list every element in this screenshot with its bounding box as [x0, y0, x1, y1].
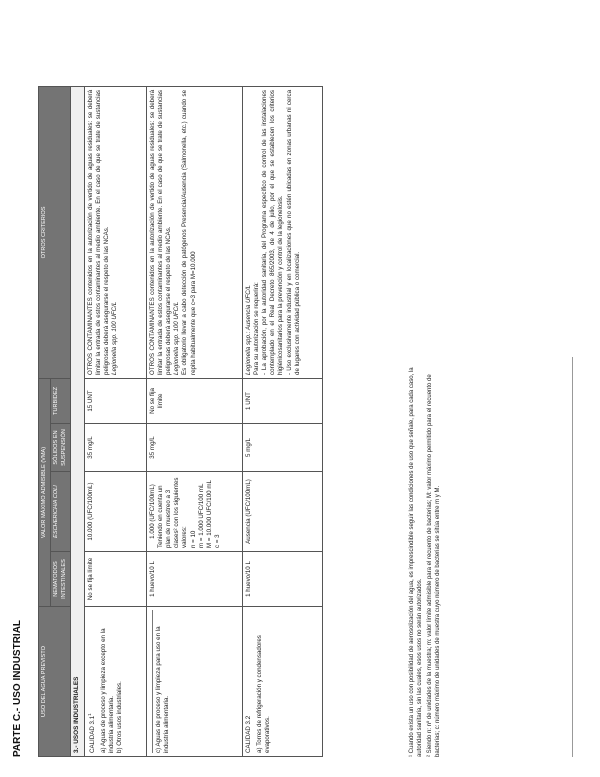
nematodos-cell: No se fija límite [84, 552, 146, 607]
escherichia-value: 1.000 (UFC/100mL) [148, 484, 156, 539]
header-nematodos: NEMATODOS INTESTINALES [51, 552, 71, 607]
header-turbidez: TURBIDEZ [51, 378, 71, 423]
nematodos-cell: 1 huevo/10 L [146, 552, 242, 607]
uso-cell [84, 607, 146, 757]
otros-text: Es obligatorio llevar a cabo detección de patógenos Presencia/Ausencia (Salmonella, etc.) cuando se repita habitualmente que c=3 para M=10.000 [181, 89, 197, 375]
otros-text: - Uso exclusivamente industrial y en localizaciones que no estén ubicadas en zonas urbanas ni cerca de lugares con actividad pública o comercial. [285, 89, 301, 375]
calidad-label: CALIDAD 3.2 [244, 715, 252, 753]
footnote-1: ¹ Cuando exista un uso con posibilidad de aerosolización del agua, es imprescindible seguir las condiciones de uso que señale, para cada caso, la autoridad sanitaria, sin las cuales, esos usos no serán autorizados. [409, 367, 424, 757]
uso-cell [146, 607, 242, 757]
escherichia-cell [146, 472, 242, 552]
header-vma: VALOR MÁXIMO ADMISIBLE (VMA) [39, 378, 51, 606]
otros-text: Legionella spp.: Ausencia UFC/L [244, 285, 252, 375]
table-row [146, 86, 242, 756]
calidad-label: CALIDAD $3.1^1$ [86, 713, 96, 753]
turbidez-cell: No se fija límite [146, 378, 242, 423]
row-divider [152, 610, 153, 753]
nematodos-cell: 1 huevo/10 L [242, 552, 322, 607]
header-otros: OTROS CRITERIOS [39, 86, 71, 378]
table-row [242, 86, 322, 756]
footer-divider [572, 357, 573, 757]
header-solidos: SÓLIDOS EN SUSPENSIÓN [51, 424, 71, 472]
part-title: PARTE C.- USO INDUSTRIAL [12, 619, 23, 757]
otros-cell [242, 86, 322, 378]
footnote-2: ² Siendo n: nº de unidades de la muestra; m: valor límite admisible para el recuento de bacterias; M: valor máximo permitido para el recuento de bacterias; c: número máximo de unidades de muestra cuyo número de bacterias se sitúa entre m y M. [426, 374, 442, 757]
solidos-cell: 5 mg/L [242, 424, 322, 472]
escherichia-cell: 10.000 (UFC/100mL) [84, 472, 146, 552]
otros-text: OTROS CONTAMINANTES contenidos en la autorización de vertido de aguas residuales: se deberá limitar la entrada de estos contaminantes al medio ambiente. En el caso de que se trate de sustancias peligrosas deberá asegurarse el respeto de las NCAs. [86, 89, 110, 375]
use-item: a) Aguas de proceso y limpieza excepto en la industria alimentaria. [99, 628, 116, 753]
table-row [84, 86, 146, 756]
uso-cell [242, 607, 322, 757]
otros-cell [84, 86, 146, 378]
otros-text: Legionella spp. 100 UFC/L [111, 301, 119, 375]
header-escherichia: ESCHERICHIA COLI [51, 472, 71, 552]
otros-text: Legionella spp. 100 UFC/L [173, 301, 181, 375]
otros-text: Para su autorización se requerirá: [252, 282, 260, 375]
use-item: b) Otros usos industriales. [116, 681, 124, 753]
escherichia-cell: Ausencia (UFC/100mL) [242, 472, 322, 552]
solidos-cell: 35 mg/L [84, 424, 146, 472]
solidos-cell: 35 mg/L [146, 424, 242, 472]
footnotes [408, 357, 444, 757]
turbidez-cell: 15 UNT [84, 378, 146, 423]
section-label: 3.- USOS INDUSTRIALES [71, 86, 84, 756]
reuse-quality-table [38, 86, 323, 757]
use-item: c) Aguas de proceso y limpieza para uso en la industria alimentaria. [154, 626, 170, 753]
use-item: a) Torres de refrigeración y condensadores evaporativos. [255, 635, 271, 753]
turbidez-cell: 1 UNT [242, 378, 322, 423]
sampling-plan: Teniendo en cuenta un plan de muestreo a 3 clases² con los siguientes valores: n = 10 m = 1.000 UFC/100 mL M = 10.000 UFC/100 mL c = 3 [156, 477, 222, 548]
otros-text: OTROS CONTAMINANTES contenidos en la autorización de vertido de aguas residuales: se deberá limitar la entrada de estos contaminantes al medio ambiente. En el caso de que se trate de sustancias peligrosas deberá asegurarse el respeto de las NCAs. [148, 89, 172, 375]
otros-cell [146, 86, 242, 378]
header-uso: USO DEL AGUA PREVISTO [39, 607, 71, 757]
otros-text: - La aprobación, por la autoridad sanitaria, del Programa específico de control de las instalaciones contemplado en el Real Decreto 865/2003, de 4 de julio, por el que se establecen los criterios higiénicosanitarios para la prevención y control de la legionelosis. [260, 89, 285, 375]
